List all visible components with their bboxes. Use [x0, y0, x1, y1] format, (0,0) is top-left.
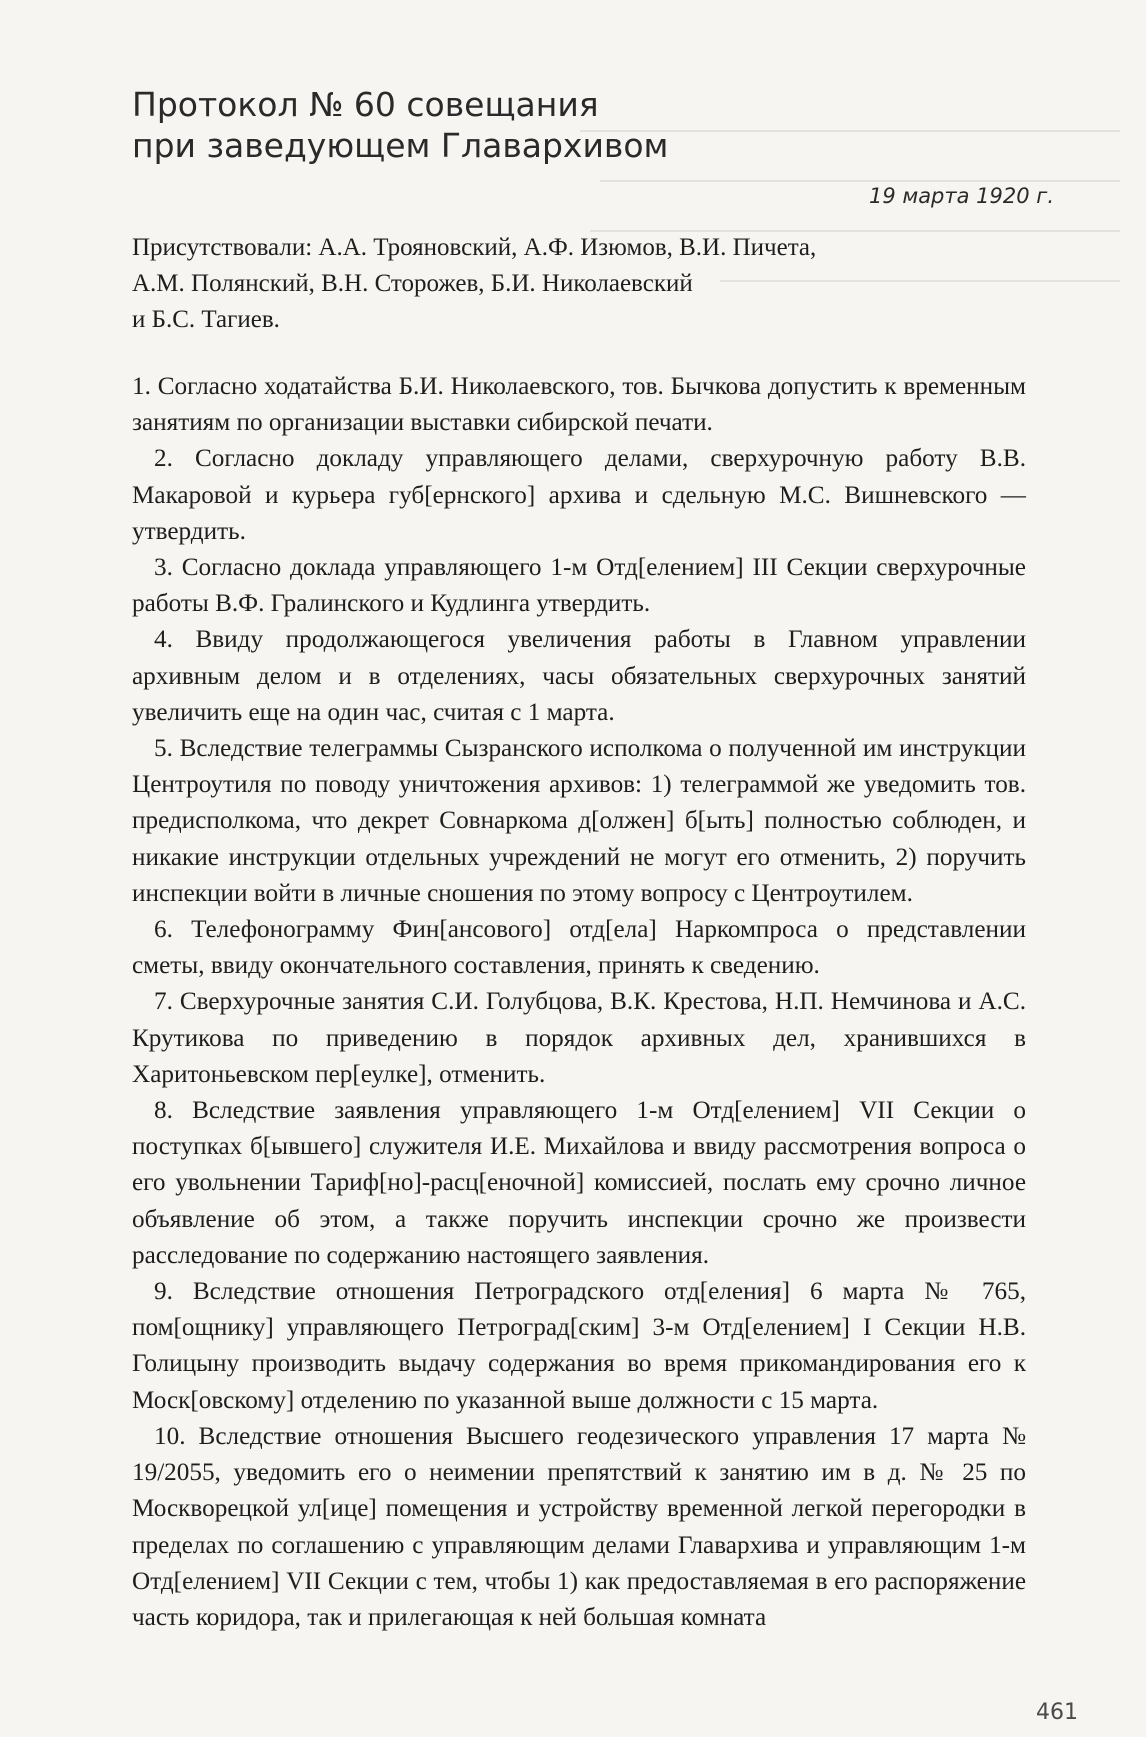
protocol-item: 3. Согласно доклада управляющего 1-м Отд[елением] III Секции сверхурочные работы В.Ф. Гралинского и Кудлинга утвердить.: [132, 554, 1026, 618]
protocol-item: 2. Согласно докладу управляющего делами, сверхурочную работу В.В. Макаровой и курьера губ[ернского] архива и сдельную М.С. Вишневского — утвердить.: [132, 445, 1026, 545]
attendees-line-1: Присутствовали: А.А. Трояновский, А.Ф. Изюмов, В.И. Пичета,: [132, 234, 817, 261]
protocol-item: 5. Вследствие телеграммы Сызранского исполкома о полученной им инструкции Центроутиля по поводу уничтожения архивов: 1) телеграммой же уведомить тов. предисполкома, что декрет Совнаркома д[олжен] б[ыть] полностью соблюден, и никакие инструкции отдельных учреждений не могут его отменить, 2) поручить инспекции войти в личные сношения по этому вопросу с Центроутилем.: [132, 735, 1026, 907]
protocol-item: 9. Вследствие отношения Петроградского отд[еления] 6 марта № 765, пом[ощнику] управляющего Петроград[ским] 3-м Отд[елением] I Секции Н.В. Голицыну производить выдачу содержания во время прикомандирования его к Моск[овскому] отделению по указанной выше должности с 15 марта.: [132, 1278, 1026, 1414]
protocol-items: [132, 369, 1026, 1636]
protocol-item: 6. Телефонограмму Фин[ансового] отд[ела] Наркомпроса о представлении сметы, ввиду окончательного составления, принять к сведению.: [132, 916, 1026, 980]
title-line-2: при заведующем Главархивом: [132, 126, 669, 165]
attendees-line-3: и Б.С. Тагиев.: [132, 306, 280, 333]
protocol-item: 8. Вследствие заявления управляющего 1-м Отд[елением] VII Секции о поступках б[ывшего] служителя И.Е. Михайлова и ввиду рассмотрения вопроса о его увольнении Тариф[но]-расц[еночной] комиссией, послать ему срочно личное объявление об этом, а также поручить инспекции срочно же произвести расследование по содержанию настоящего заявления.: [132, 1097, 1026, 1269]
meeting-date: 19 марта 1920 г.: [868, 184, 1054, 208]
protocol-item: 1. Согласно ходатайства Б.И. Николаевского, тов. Бычкова допустить к временным занятиям по организации выставки сибирской печати.: [132, 373, 1026, 437]
protocol-item: 7. Сверхурочные занятия С.И. Голубцова, В.К. Крестова, Н.П. Немчинова и А.С. Крутикова по приведению в порядок архивных дел, хранившихся в Харитоньевском пер[еулке], отменить.: [132, 988, 1026, 1088]
protocol-item: 4. Ввиду продолжающегося увеличения работы в Главном управлении архивным делом и в отделениях, часы обязательных сверхурочных занятий увеличить еще на один час, считая с 1 марта.: [132, 626, 1026, 726]
attendees-line-2: А.М. Полянский, В.Н. Сторожев, Б.И. Николаевский: [132, 270, 693, 297]
title-line-1: Протокол № 60 совещания: [132, 85, 599, 124]
protocol-item: 10. Вследствие отношения Высшего геодезического управления 17 марта № 19/2055, уведомить его о неимении препятствий к занятию им в д. № 25 по Москворецкой ул[ице] помещения и устройству временной легкой перегородки в пределах по соглашению с управляющим делами Главархива и управляющим 1-м Отд[елением] VII Секции с тем, чтобы 1) как предоставляемая в его распоряжение часть коридора, так и прилегающая к ней большая комната: [132, 1422, 1026, 1631]
page-number: 461: [1036, 1700, 1078, 1725]
attendees-block: [132, 230, 1052, 338]
document-title: [132, 84, 668, 166]
